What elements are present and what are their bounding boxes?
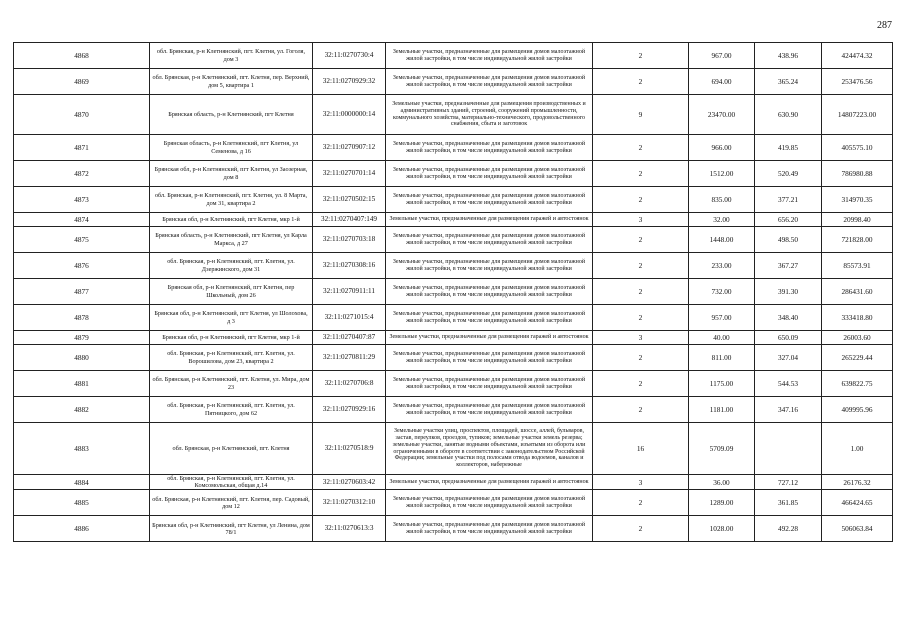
- cadastral-number-cell: 32:11:0270703:18: [313, 227, 386, 253]
- specific-value-cell: 391.30: [755, 279, 822, 305]
- group-number-cell: 3: [593, 331, 689, 345]
- area-cell: 32.00: [689, 213, 755, 227]
- row-number: 4868: [14, 43, 150, 69]
- specific-value-cell: 367.27: [755, 253, 822, 279]
- address-cell: обл. Брянская, р-н Клетнянский, пгт. Клетня, ул. Пятницкого, дом 62: [150, 397, 313, 423]
- group-number-cell: 2: [593, 371, 689, 397]
- row-number: 4881: [14, 371, 150, 397]
- row-number: 4878: [14, 305, 150, 331]
- row-number: 4883: [14, 423, 150, 475]
- specific-value-cell: 438.96: [755, 43, 822, 69]
- address-cell: обл. Брянская, р-н Клетнянский, пгт. Клетня, ул. Ворошилова, дом 23, квартира 2: [150, 345, 313, 371]
- row-number: 4874: [14, 213, 150, 227]
- row-number: 4871: [14, 135, 150, 161]
- address-cell: обл. Брянская, р-н Клетнянский, пгт. Клетня, пер. Верхний, дом 5, квартира 1: [150, 69, 313, 95]
- table-row: [14, 213, 893, 227]
- specific-value-cell: 492.28: [755, 516, 822, 542]
- area-cell: 957.00: [689, 305, 755, 331]
- table-row: [14, 345, 893, 371]
- land-category-cell: Земельные участки, предназначенные для размещения домов малоэтажной жилой застройки, в том числе индивидуальной жилой застройки: [386, 43, 593, 69]
- table-row: [14, 187, 893, 213]
- cadastral-value-cell: 786980.88: [822, 161, 893, 187]
- land-category-cell: Земельные участки, предназначенные для размещения производственных и административных зданий, строений, сооружений промышленности, коммунального хозяйства, материально-технического, продовольственного снабжения, сбыта и заготовок: [386, 95, 593, 135]
- cadastral-value-cell: 333418.80: [822, 305, 893, 331]
- group-number-cell: 2: [593, 397, 689, 423]
- address-cell: Брянская область, р-н Клетнянский, пгт Клетня, ул Карла Маркса, д 27: [150, 227, 313, 253]
- cadastral-value-cell: 1.00: [822, 423, 893, 475]
- row-number: 4876: [14, 253, 150, 279]
- table-row: [14, 475, 893, 490]
- cadastral-value-cell: 409995.96: [822, 397, 893, 423]
- cadastral-value-cell: 506063.84: [822, 516, 893, 542]
- group-number-cell: 2: [593, 345, 689, 371]
- group-number-cell: 2: [593, 490, 689, 516]
- address-cell: Брянская обл, р-н Клетнянский, пгт Клетня, мкр 1-й: [150, 213, 313, 227]
- land-category-cell: Земельные участки, предназначенные для размещения домов малоэтажной жилой застройки, в том числе индивидуальной жилой застройки: [386, 516, 593, 542]
- table-row: [14, 371, 893, 397]
- group-number-cell: 9: [593, 95, 689, 135]
- address-cell: обл. Брянская, р-н Клетнянский, пгт. Клетня, ул. Дзержинского, дом 31: [150, 253, 313, 279]
- cadastral-value-cell: 424474.32: [822, 43, 893, 69]
- specific-value-cell: 650.09: [755, 331, 822, 345]
- cadastral-number-cell: 32:11:0270811:29: [313, 345, 386, 371]
- address-cell: обл. Брянская, р-н Клетнянский, пгт. Клетня, ул. 8 Марта, дом 31, квартира 2: [150, 187, 313, 213]
- group-number-cell: 3: [593, 213, 689, 227]
- cadastral-value-cell: 26003.60: [822, 331, 893, 345]
- area-cell: 1289.00: [689, 490, 755, 516]
- land-category-cell: Земельные участки, предназначенные для размещения домов малоэтажной жилой застройки, в том числе индивидуальной жилой застройки: [386, 135, 593, 161]
- cadastral-number-cell: 32:11:0270407:87: [313, 331, 386, 345]
- area-cell: 732.00: [689, 279, 755, 305]
- area-cell: 1448.00: [689, 227, 755, 253]
- specific-value-cell: 544.53: [755, 371, 822, 397]
- group-number-cell: 2: [593, 279, 689, 305]
- land-category-cell: Земельные участки, предназначенные для размещения домов малоэтажной жилой застройки, в том числе индивидуальной жилой застройки: [386, 490, 593, 516]
- land-category-cell: Земельные участки, предназначенные для размещения домов малоэтажной жилой застройки, в том числе индивидуальной жилой застройки: [386, 371, 593, 397]
- row-number: 4885: [14, 490, 150, 516]
- cadastral-value-cell: 721828.00: [822, 227, 893, 253]
- area-cell: 36.00: [689, 475, 755, 490]
- row-number: 4870: [14, 95, 150, 135]
- group-number-cell: 2: [593, 69, 689, 95]
- area-cell: 40.00: [689, 331, 755, 345]
- cadastral-value-cell: 314970.35: [822, 187, 893, 213]
- cadastral-value-cell: 20998.40: [822, 213, 893, 227]
- land-category-cell: Земельные участки, предназначенные для размещения домов малоэтажной жилой застройки, в том числе индивидуальной жилой застройки: [386, 227, 593, 253]
- area-cell: 1028.00: [689, 516, 755, 542]
- specific-value-cell: 520.49: [755, 161, 822, 187]
- row-number: 4877: [14, 279, 150, 305]
- row-number: 4884: [14, 475, 150, 490]
- table-row: [14, 331, 893, 345]
- row-number: 4880: [14, 345, 150, 371]
- group-number-cell: 2: [593, 253, 689, 279]
- group-number-cell: 2: [593, 305, 689, 331]
- table-row: [14, 279, 893, 305]
- cadastral-number-cell: 32:11:0270312:10: [313, 490, 386, 516]
- cadastral-value-table: [13, 42, 893, 542]
- address-cell: обл. Брянская, р-н Клетнянский, пгт. Клетня, ул. Гоголя, дом 3: [150, 43, 313, 69]
- table-row: [14, 516, 893, 542]
- cadastral-number-cell: 32:11:0270518:9: [313, 423, 386, 475]
- cadastral-number-cell: 32:11:0270907:12: [313, 135, 386, 161]
- cadastral-value-cell: 253476.56: [822, 69, 893, 95]
- cadastral-number-cell: 32:11:0270929:32: [313, 69, 386, 95]
- cadastral-number-cell: 32:11:0270308:16: [313, 253, 386, 279]
- cadastral-number-cell: 32:11:0000000:14: [313, 95, 386, 135]
- land-category-cell: Земельные участки, предназначенные для размещения домов малоэтажной жилой застройки, в том числе индивидуальной жилой застройки: [386, 345, 593, 371]
- group-number-cell: 16: [593, 423, 689, 475]
- table-row: [14, 305, 893, 331]
- cadastral-number-cell: 32:11:0270701:14: [313, 161, 386, 187]
- table-row: [14, 490, 893, 516]
- area-cell: 1181.00: [689, 397, 755, 423]
- table-row: [14, 397, 893, 423]
- cadastral-number-cell: 32:11:0270603:42: [313, 475, 386, 490]
- table-row: [14, 69, 893, 95]
- address-cell: Брянская обл, р-н Клетнянский, пгт Клетня, ул Шолохова, д 3: [150, 305, 313, 331]
- cadastral-value-cell: 265229.44: [822, 345, 893, 371]
- table-row: [14, 227, 893, 253]
- land-category-cell: Земельные участки, предназначенные для размещения домов малоэтажной жилой застройки, в том числе индивидуальной жилой застройки: [386, 253, 593, 279]
- address-cell: обл. Брянская, р-н Клетнянский, пгт. Клетня, ул. Мира, дом 23: [150, 371, 313, 397]
- address-cell: Брянская обл, р-н Клетнянский, пгт Клетня, ул Ленина, дом 78/1: [150, 516, 313, 542]
- land-category-cell: Земельные участки, предназначенные для размещения домов малоэтажной жилой застройки, в том числе индивидуальной жилой застройки: [386, 161, 593, 187]
- address-cell: обл. Брянская, р-н Клетнянский, пгт. Клетня: [150, 423, 313, 475]
- land-category-cell: Земельные участки, предназначенные для размещения домов малоэтажной жилой застройки, в том числе индивидуальной жилой застройки: [386, 69, 593, 95]
- cadastral-number-cell: 32:11:0270502:15: [313, 187, 386, 213]
- cadastral-value-cell: 26176.32: [822, 475, 893, 490]
- land-category-cell: Земельные участки, предназначенные для размещения домов малоэтажной жилой застройки, в том числе индивидуальной жилой застройки: [386, 187, 593, 213]
- cadastral-number-cell: 32:11:0270407:149: [313, 213, 386, 227]
- group-number-cell: 2: [593, 161, 689, 187]
- cadastral-number-cell: 32:11:0270706:8: [313, 371, 386, 397]
- group-number-cell: 2: [593, 43, 689, 69]
- area-cell: 967.00: [689, 43, 755, 69]
- specific-value-cell: 656.20: [755, 213, 822, 227]
- cadastral-value-cell: 466424.65: [822, 490, 893, 516]
- land-category-cell: Земельные участки, предназначенные для размещения домов малоэтажной жилой застройки, в том числе индивидуальной жилой застройки: [386, 305, 593, 331]
- group-number-cell: 2: [593, 516, 689, 542]
- table-row: [14, 253, 893, 279]
- group-number-cell: 2: [593, 135, 689, 161]
- row-number: 4886: [14, 516, 150, 542]
- area-cell: 23470.00: [689, 95, 755, 135]
- cadastral-value-cell: 639822.75: [822, 371, 893, 397]
- specific-value-cell: 361.85: [755, 490, 822, 516]
- area-cell: 694.00: [689, 69, 755, 95]
- table-row: [14, 43, 893, 69]
- specific-value-cell: 347.16: [755, 397, 822, 423]
- group-number-cell: 2: [593, 227, 689, 253]
- land-category-cell: Земельные участки, предназначенные для размещения домов малоэтажной жилой застройки, в том числе индивидуальной жилой застройки: [386, 397, 593, 423]
- address-cell: Брянская обл, р-н Клетнянский, пгт Клетня, пер Школьный, дом 26: [150, 279, 313, 305]
- page-number: 287: [877, 20, 892, 31]
- specific-value-cell: 630.90: [755, 95, 822, 135]
- specific-value-cell: [755, 423, 822, 475]
- specific-value-cell: 327.04: [755, 345, 822, 371]
- table-row: [14, 135, 893, 161]
- address-cell: обл. Брянская, р-н Клетнянский, пгт. Клетня, пер. Садовый, дом 12: [150, 490, 313, 516]
- cadastral-number-cell: 32:11:0270911:11: [313, 279, 386, 305]
- specific-value-cell: 365.24: [755, 69, 822, 95]
- area-cell: 835.00: [689, 187, 755, 213]
- row-number: 4879: [14, 331, 150, 345]
- address-cell: Брянская обл, р-н Клетнянский, пгт Клетня, ул Заозерная, дом 8: [150, 161, 313, 187]
- table-row: [14, 423, 893, 475]
- specific-value-cell: 419.85: [755, 135, 822, 161]
- specific-value-cell: 498.50: [755, 227, 822, 253]
- address-cell: Брянская область, р-н Клетнянский, пгт Клетня: [150, 95, 313, 135]
- address-cell: Брянская обл, р-н Клетнянский, пгт Клетня, мкр 1-й: [150, 331, 313, 345]
- land-category-cell: Земельные участки, предназначенные для размещения гаражей и автостоянок: [386, 331, 593, 345]
- row-number: 4882: [14, 397, 150, 423]
- table-row: [14, 95, 893, 135]
- row-number: 4873: [14, 187, 150, 213]
- area-cell: 5709.09: [689, 423, 755, 475]
- land-category-cell: Земельные участки, предназначенные для размещения домов малоэтажной жилой застройки, в том числе индивидуальной жилой застройки: [386, 279, 593, 305]
- land-category-cell: Земельные участки улиц, проспектов, площадей, шоссе, аллей, бульваров, застав, переулков, проездов, тупиков; земельные участки земель резерва; земельные участки, занятые водными объектами, изъятыми из оборота или ограниченными в обороте в соответствии с законодательством Российской Федерации; земельные участки под полосами отвода водоемов, каналов и коллекторов, набережные: [386, 423, 593, 475]
- cadastral-value-cell: 85573.91: [822, 253, 893, 279]
- area-cell: 811.00: [689, 345, 755, 371]
- group-number-cell: 3: [593, 475, 689, 490]
- land-category-cell: Земельные участки, предназначенные для размещения гаражей и автостоянок: [386, 213, 593, 227]
- group-number-cell: 2: [593, 187, 689, 213]
- cadastral-number-cell: 32:11:0271015:4: [313, 305, 386, 331]
- area-cell: 233.00: [689, 253, 755, 279]
- cadastral-number-cell: 32:11:0270613:3: [313, 516, 386, 542]
- address-cell: обл. Брянская, р-н Клетнянский, пгт. Клетня, ул. Комсомольская, общая д.14: [150, 475, 313, 490]
- cadastral-number-cell: 32:11:0270929:16: [313, 397, 386, 423]
- area-cell: 1512.00: [689, 161, 755, 187]
- cadastral-value-cell: 405575.10: [822, 135, 893, 161]
- land-category-cell: Земельные участки, предназначенные для размещения гаражей и автостоянок: [386, 475, 593, 490]
- specific-value-cell: 377.21: [755, 187, 822, 213]
- table-row: [14, 161, 893, 187]
- row-number: 4869: [14, 69, 150, 95]
- cadastral-number-cell: 32:11:0270730:4: [313, 43, 386, 69]
- cadastral-value-cell: 286431.60: [822, 279, 893, 305]
- area-cell: 966.00: [689, 135, 755, 161]
- row-number: 4872: [14, 161, 150, 187]
- area-cell: 1175.00: [689, 371, 755, 397]
- address-cell: Брянская область, р-н Клетнянский, пгт Клетня, ул Семенова, д 16: [150, 135, 313, 161]
- specific-value-cell: 727.12: [755, 475, 822, 490]
- cadastral-value-cell: 14807223.00: [822, 95, 893, 135]
- row-number: 4875: [14, 227, 150, 253]
- specific-value-cell: 348.40: [755, 305, 822, 331]
